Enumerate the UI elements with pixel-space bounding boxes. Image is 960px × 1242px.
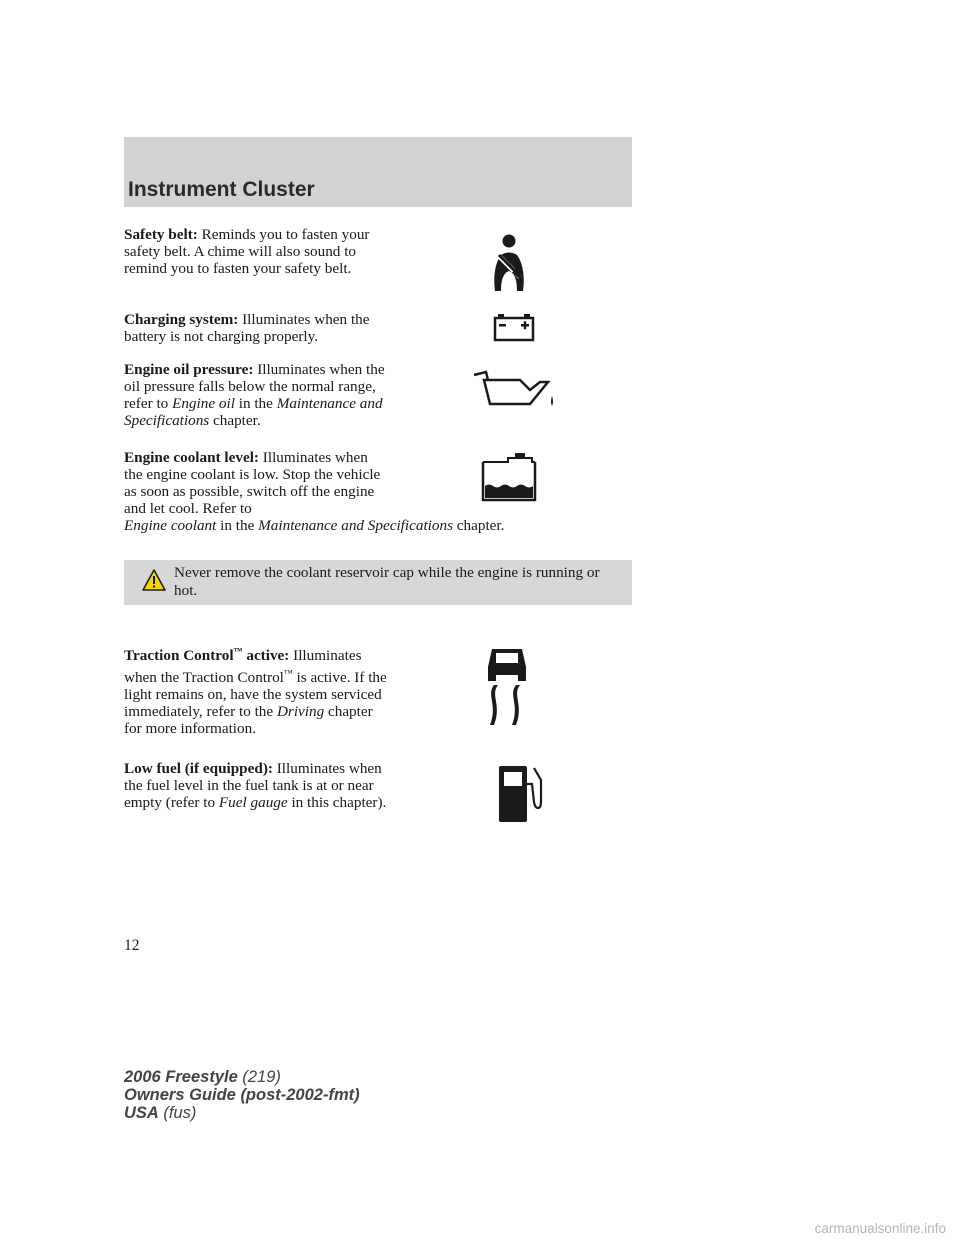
- entry-text: Reminds you to fasten your safety belt. A chime will also sound to remind you to fasten your safety belt.: [124, 226, 370, 277]
- entry-italic: Engine oil: [172, 394, 235, 412]
- page-title: Instrument Cluster: [128, 178, 315, 201]
- trademark-mark: ™: [233, 646, 243, 656]
- fuel-pump-icon: [496, 762, 550, 824]
- entry-text: chapter for more information.: [124, 702, 373, 737]
- charging-system-entry: [124, 312, 389, 346]
- traction-control-icon: [484, 645, 530, 727]
- oil-can-icon: [472, 370, 558, 410]
- entry-text: Illuminates when the battery is not charging properly.: [124, 311, 370, 345]
- entry-label: Low fuel (if equipped):: [124, 760, 273, 777]
- battery-icon: [493, 312, 535, 342]
- engine-oil-pressure-entry: [124, 362, 389, 430]
- footer: [124, 1069, 360, 1122]
- page-number: 12: [124, 937, 140, 954]
- engine-coolant-level-entry-cont: [124, 518, 594, 535]
- traction-control-entry: [124, 643, 389, 738]
- entry-text: Illuminates when the fuel level in the fuel tank is at or near empty (refer to: [124, 760, 382, 811]
- low-fuel-entry: [124, 761, 389, 812]
- entry-text: Illuminates when the Traction Control: [124, 647, 362, 687]
- entry-text: is active. If the light remains on, have the system serviced immediately, refer to the: [124, 669, 387, 720]
- entry-label: Engine coolant level:: [124, 449, 259, 466]
- entry-text: chapter.: [453, 517, 505, 534]
- safety-belt-entry: [124, 227, 389, 278]
- entry-label: Safety belt:: [124, 226, 198, 243]
- warning-text: Never remove the coolant reservoir cap while the engine is running or hot.: [174, 564, 600, 599]
- label-part: active:: [242, 647, 290, 665]
- entry-text: in the: [216, 517, 259, 534]
- entry-label: Engine oil pressure:: [124, 361, 254, 378]
- watermark: carmanualsonline.info: [814, 1221, 946, 1236]
- entry-text: Illuminates when the engine coolant is low. Stop the vehicle as soon as possible, switch off the engine and let cool. Refer to: [124, 449, 381, 517]
- entry-italic: Maintenance and Specifications: [124, 394, 383, 429]
- footer-line: [124, 1087, 360, 1105]
- entry-label: Charging system:: [124, 311, 239, 328]
- entry-italic: Engine coolant: [124, 517, 217, 534]
- footer-market: USA: [124, 1103, 159, 1122]
- footer-model: 2006 Freestyle: [124, 1068, 238, 1086]
- coolant-icon: [480, 452, 538, 502]
- entry-label: [124, 647, 289, 664]
- entry-italic: Fuel gauge: [218, 793, 288, 811]
- footer-code: (219): [237, 1068, 281, 1086]
- trademark-mark: ™: [283, 667, 293, 678]
- label-part: Traction Control: [124, 647, 234, 665]
- engine-coolant-level-entry: [124, 450, 389, 518]
- entry-text: in the: [234, 394, 277, 412]
- entry-italic: Driving: [276, 702, 325, 720]
- footer-market-code: (fus): [158, 1103, 197, 1122]
- warning-triangle-icon: [142, 569, 166, 591]
- entry-text: chapter.: [209, 411, 261, 429]
- footer-guide: Owners Guide (post-2002-fmt): [124, 1085, 360, 1104]
- footer-line: [124, 1105, 360, 1123]
- entry-text: in this chapter).: [287, 793, 387, 811]
- entry-text: Illuminates when the oil pressure falls below the normal range, refer to: [124, 361, 385, 412]
- seatbelt-icon: [487, 233, 531, 293]
- entry-italic: Maintenance and Specifications: [258, 517, 453, 534]
- warning-box: [124, 560, 632, 605]
- footer-line: [124, 1069, 360, 1087]
